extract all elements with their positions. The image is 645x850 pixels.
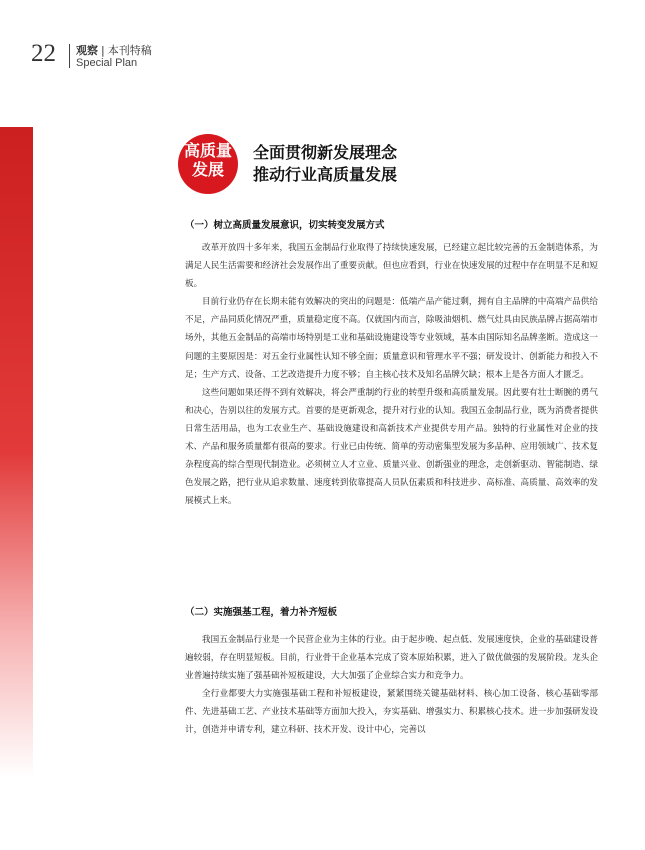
column-title: 本刊特稿 [107, 44, 152, 57]
badge-line-2: 发展 [191, 160, 224, 179]
section-body-2 [185, 631, 598, 740]
badge-line-1: 高质量 [183, 141, 232, 160]
article-title-line-2: 推动行业高质量发展 [253, 165, 398, 184]
section-heading-2: （二）实施强基工程，着力补齐短板 [185, 607, 338, 618]
header-divider [69, 44, 70, 68]
red-side-bar [0, 127, 33, 850]
paragraph: 全行业都要大力实施强基础工程和补短板建设，紧紧围绕关键基础材料、核心加工设备、核心基础零部件、先进基础工艺、产业技术基础等方面加大投入，夯实基础、增强实力、积累核心技术。进一步加强研发设计，创造并申请专利，建立科研、技术开发、设计中心，完善以 [185, 689, 598, 736]
column-name: 观察 [76, 44, 98, 57]
paragraph: 目前行业仍存在长期未能有效解决的突出的问题是：低端产品产能过剩，拥有自主品牌的中高端产品供给不足，产品同质化情况严重，质量稳定度不高。仅就国内而言，除吸油烟机、燃气灶具由民族品牌占据高端市场外，其他五金制品的高端市场特别是工业和基础设施建设等专业领域，基本由国际知名品牌垄断。造成这一问题的主要原因是：对五金行业属性认知不够全面；质量意识和管理水平不强；研发设计、创新能力和投入不足；生产方式、设备、工艺改造提升力度不够；自主核心技术及知名品牌欠缺；根本上是各方面人才匮乏。 [185, 297, 598, 380]
badge-pointer [198, 178, 222, 194]
column-separator: | [101, 44, 105, 57]
paragraph: 这些问题如果还得不到有效解决，将会严重制约行业的转型升级和高质量发展。因此要有壮士断腕的勇气和决心，告别以往的发展方式。首要的是更新观念，提升对行业的认知。我国五金制品行业，既为消费者提供日常生活用品，也为工农业生产、基础设施建设和高新技术产业提供专用产品。独特的行业属性对企业的技术、产品和服务质量都有很高的要求。行业已由传统、简单的劳动密集型发展为多品种、应用领域广、技术复杂程度高的综合型现代制造业。必须树立人才立业、质量兴业、创新强业的理念，走创新驱动、智能制造、绿色发展之路，把行业从追求数量、速度转到依靠提高人员队伍素质和科技进步、高标准、高质量、高效率的发展模式上来。 [185, 387, 598, 507]
paragraph: 改革开放四十多年来，我国五金制品行业取得了持续快速发展，已经建立起比较完善的五金制造体系，为满足人民生活需要和经济社会发展作出了重要贡献。但也应看到，行业在快速发展的过程中存在明显不足和短板。 [185, 243, 598, 290]
section-heading-1: （一）树立高质量发展意识，切实转变发展方式 [185, 220, 385, 231]
article-title-line-1: 全面贯彻新发展理念 [253, 143, 398, 162]
article-title [253, 142, 397, 186]
paragraph: 我国五金制品行业是一个民营企业为主体的行业。由于起步晚、起点低、发展速度快，企业的基础建设普遍较弱，存在明显短板。目前，行业骨干企业基本完成了资本原始积累，进入了做优做强的发展阶段。龙头企业普遍持续实施了强基础补短板建设，大大加强了企业综合实力和竞争力。 [185, 635, 598, 682]
section-body-1 [185, 239, 598, 510]
column-subtitle: Special Plan [76, 57, 138, 69]
page-number: 22 [31, 40, 56, 67]
topic-badge [178, 134, 238, 196]
column-header [76, 42, 152, 58]
